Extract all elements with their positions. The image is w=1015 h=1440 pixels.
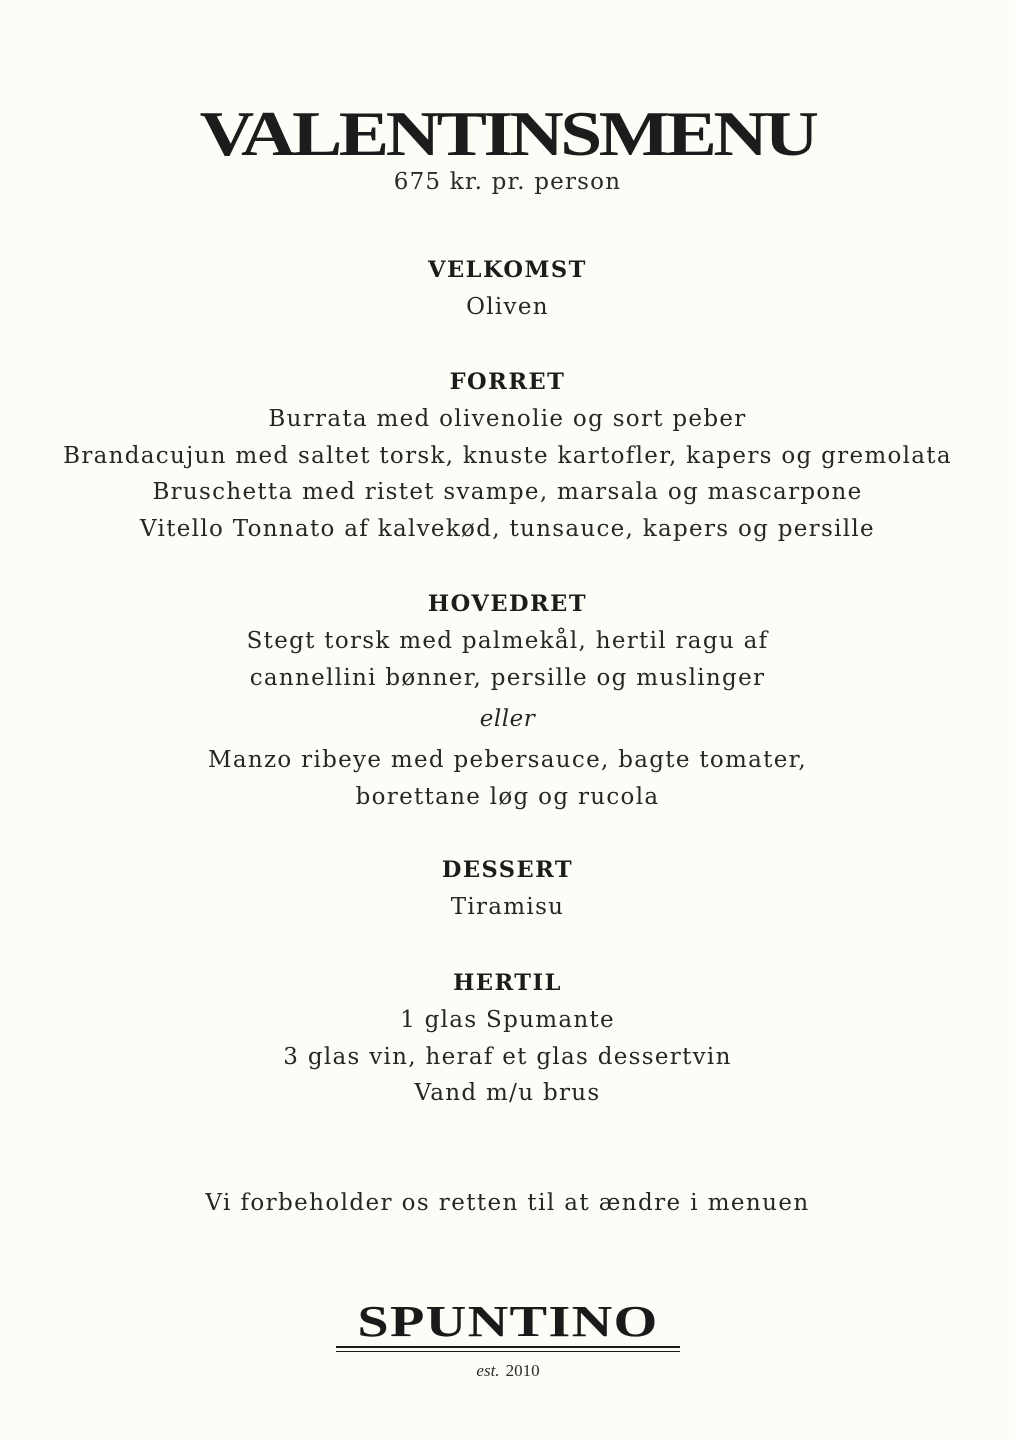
logo-est-label: est. [476, 1361, 500, 1380]
menu-price: 675 kr. pr. person [393, 169, 622, 195]
menu-item: Stegt torsk med palmekål, hertil ragu af [246, 628, 769, 654]
menu-item: Oliven [466, 294, 549, 320]
menu-item: Brandacujun med saltet torsk, knuste kartofler, kapers og gremolata [63, 442, 952, 469]
logo-rule [336, 1346, 680, 1348]
menu-item: Tiramisu [450, 894, 565, 920]
menu-item: Vitello Tonnato af kalvekød, tunsauce, kapers og persille [140, 515, 875, 542]
section-forret [0, 365, 1015, 547]
section-velkomst [0, 253, 1015, 326]
menu-item: borettane løg og rucola [355, 783, 660, 810]
logo-est-year: 2010 [505, 1361, 540, 1380]
section-heading: HOVEDRET [427, 591, 588, 617]
logo-rule [336, 1351, 680, 1352]
section-heading: FORRET [449, 369, 566, 395]
logo-wordmark: SPUNTINO [357, 1297, 659, 1346]
menu-item: cannellini bønner, persille og muslinger [249, 664, 766, 691]
menu-disclaimer: Vi forbeholder os retten til at ændre i menuen [205, 1190, 810, 1216]
section-heading: HERTIL [453, 970, 562, 996]
section-dessert [0, 853, 1015, 926]
section-heading: DESSERT [441, 857, 574, 883]
section-hertil [0, 966, 1015, 1112]
menu-item: 1 glas Spumante [400, 1007, 615, 1033]
menu-title: VALENTINSMENU [199, 98, 816, 169]
section-hovedret [0, 587, 1015, 815]
spuntino-logo [336, 1298, 680, 1384]
menu-item: Burrata med olivenolie og sort peber [268, 406, 747, 432]
logo-established [336, 1358, 680, 1384]
menu-item: Manzo ribeye med pebersauce, bagte tomater, [208, 747, 807, 773]
menu-item: Vand m/u brus [414, 1080, 601, 1106]
menu-separator: eller [479, 706, 536, 732]
menu-item: 3 glas vin, heraf et glas dessertvin [283, 1043, 732, 1070]
section-heading: VELKOMST [428, 257, 587, 283]
menu-item: Bruschetta med ristet svampe, marsala og mascarpone [152, 479, 863, 505]
